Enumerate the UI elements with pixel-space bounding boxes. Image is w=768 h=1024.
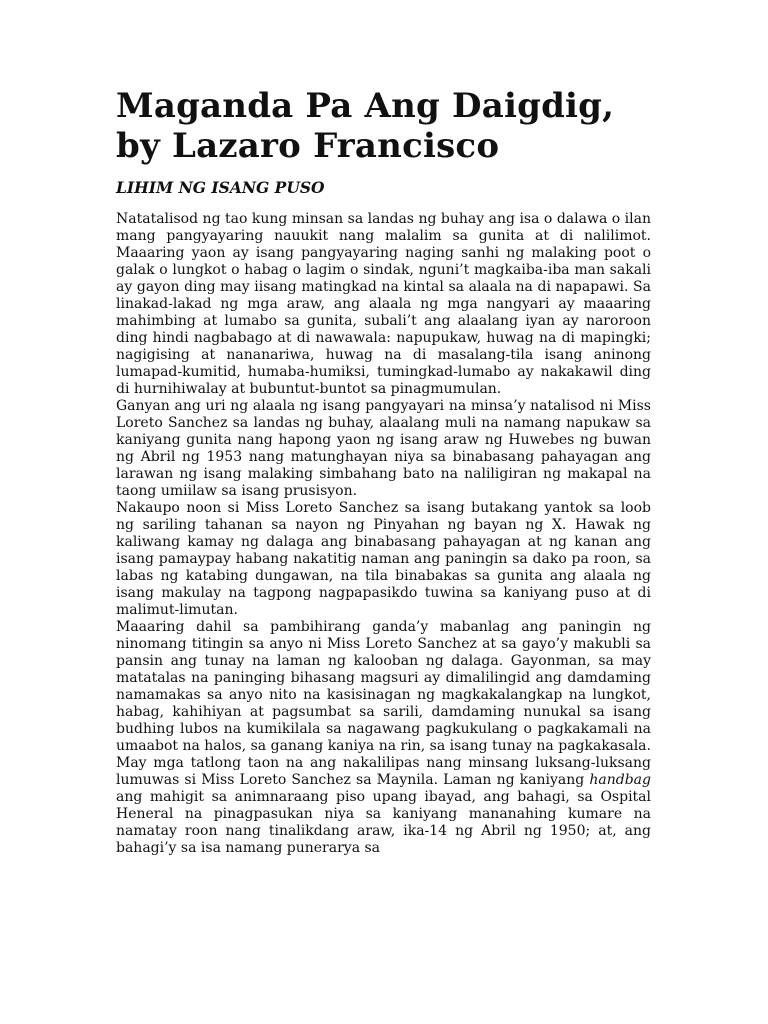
paragraph-5-italic: handbag — [589, 772, 651, 788]
paragraph-5 — [116, 755, 651, 857]
paragraph-1: Natatalisod ng tao kung minsan sa landas ng buhay ang isa o dalawa o ilan mang pangyayaring nauukit nang malalim sa gunita at di nalilimot. Maaaring yaon ay isang pangyayaring naging sanhi ng malaking poot o galak o lungkot o habag o lagim o sindak, nguni’t magkaiba-iba man sakali ay gayon ding may iisang matingkad na kintal sa alaala na di napapawi. Sa linakad-lakad ng mga araw, ang alaala ng mga nangyari ay maaaring mahimbing at lumabo sa gunita, subali’t ang alaalang iyan ay naroroon ding hindi nagbabago at di nawawala: napupukaw, huwag na di mapingki; nagigising at nananariwa, huwag na di masalang-tila isang aninong lumapad-kumitid, humaba-humiksi, tumingkad-lumabo ay nakakawil ding di hurnihiwalay at bubuntut-buntot sa pinagmumulan. — [116, 211, 651, 397]
document-page — [116, 86, 651, 857]
paragraph-5-part-2: ang mahigit sa animnaraang piso upang ibayad, ang bahagi, sa Ospital Heneral na pinagpasukan niya sa kaniyang mananahing kumare na namatay roon nang tinalikdang araw, ika-14 ng Abril ng 1950; at, ang bahagi’y sa isa namang punerarya sa — [116, 789, 651, 856]
title-line-2: by Lazaro Francisco — [116, 126, 500, 166]
paragraph-4: Maaaring dahil sa pambihirang ganda’y mabanlag ang paningin ng ninomang titingin sa anyo ni Miss Loreto Sanchez at sa gayo’y makubli sa pansin ang tunay na laman ng kalooban ng dalaga. Gayonman, sa may matatalas na paninging bihasang magsuri ay dimalilingid ang damdaming namamakas sa anyo nito na kasisinagan ng magkakalangkap na lungkot, habag, kahihiyan at pagsumbat sa sarili, damdaming nunukal sa isang budhing lubos na kumikilala sa nagawang pagkukulang o pagkakamali na umaabot na halos, sa ganang kaniya na rin, sa isang tunay na pagkakasala. — [116, 619, 651, 754]
chapter-heading: LIHIM NG ISANG PUSO — [116, 178, 325, 197]
paragraph-5-part-1: May mga tatlong taon na ang nakalilipas nang minsang luksang-luksang lumuwas si Miss Loreto Sanchez sa Maynila. Laman ng kaniyang — [116, 755, 651, 788]
document-title — [116, 86, 651, 166]
body-text — [116, 211, 651, 857]
paragraph-2: Ganyan ang uri ng alaala ng isang pangyayari na minsa’y natalisod ni Miss Loreto Sanchez sa landas ng buhay, alaalang muli na namang napukaw sa kaniyang gunita nang hapong yaon ng isang araw ng Huwebes ng buwan ng Abril ng 1953 nang matunghayan niya sa binabasang pahayagan ang larawan ng isang malaking simbahang bato na naliligiran ng makapal na taong umiilaw sa isang prusisyon. — [116, 398, 651, 499]
paragraph-3: Nakaupo noon si Miss Loreto Sanchez sa isang butakang yantok sa loob ng sariling tahanan sa nayon ng Pinyahan ng bayan ng X. Hawak ng kaliwang kamay ng dalaga ang binabasang pahayagan at ng kanan ang isang pamaypay habang nakatitig naman ang paningin sa dako pa roon, sa labas ng katabing dungawan, na tila binabakas sa gunita ang alaala ng isang makulay na tagpong nagpapasikdo tuwina sa kaniyang puso at di malimut-limutan. — [116, 500, 651, 618]
title-line-1: Maganda Pa Ang Daigdig, — [116, 86, 615, 126]
